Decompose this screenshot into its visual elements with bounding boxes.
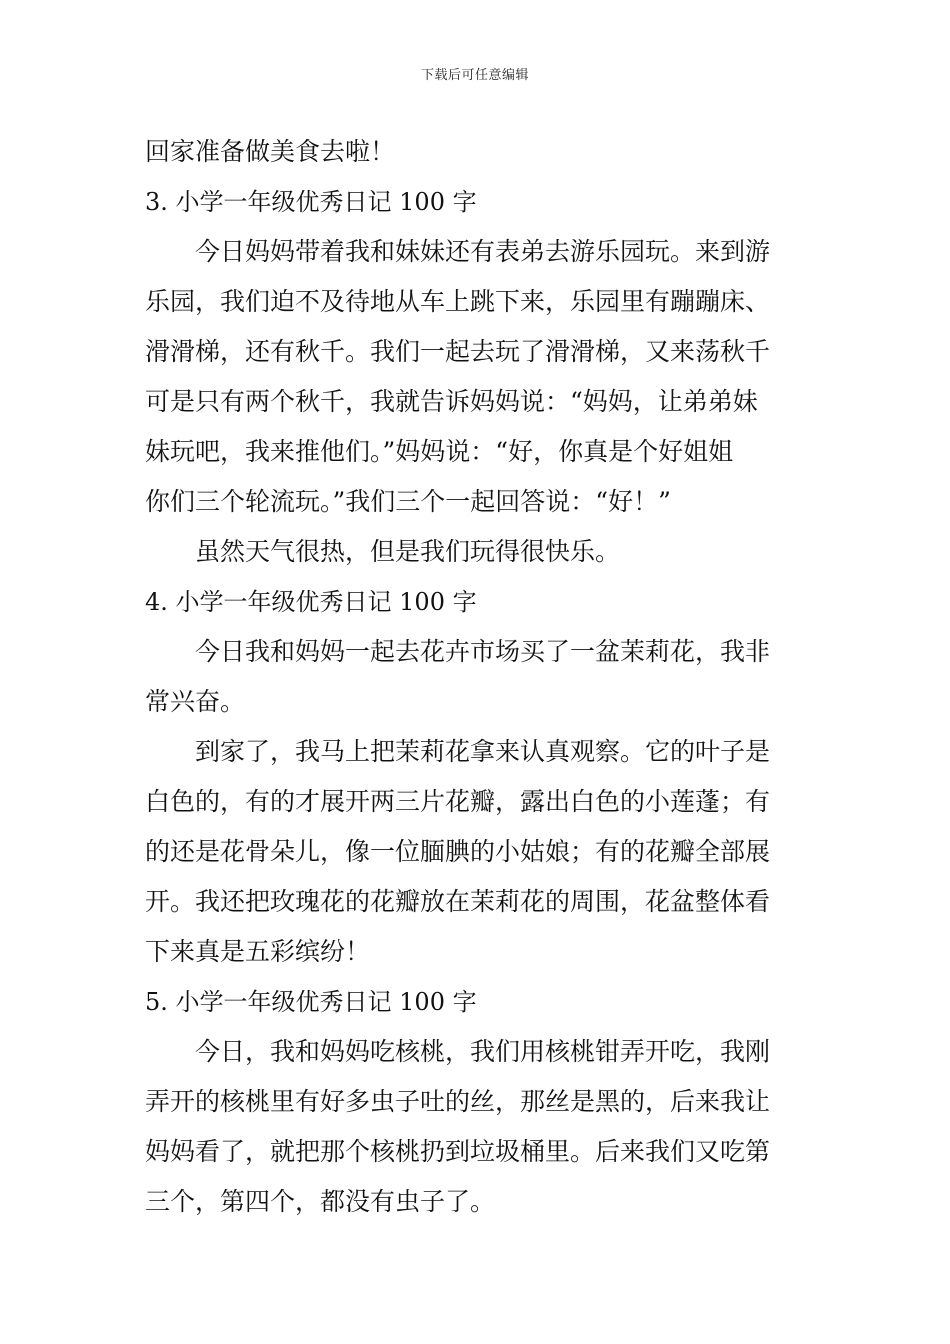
text-line: 今日我和妈妈一起去花卉市场买了一盆茉莉花，我非 (195, 637, 771, 666)
text-line: 乐园，我们迫不及待地从车上跳下来，乐园里有蹦蹦床、 (145, 287, 771, 316)
text-line: 白色的，有的才展开两三片花瓣，露出白色的小莲蓬；有 (145, 787, 771, 816)
document-body (145, 127, 810, 1227)
text-line: 虽然天气很热，但是我们玩得很快乐。 (195, 537, 621, 566)
text-line: 妹玩吧，我来推他们。”妈妈说：“好，你真是个好姐姐 (145, 437, 734, 466)
text-line: 滑滑梯，还有秋千。我们一起去玩了滑滑梯，又来荡秋千 (145, 337, 771, 366)
section-heading-3: 3. 小学一年级优秀日记 100 字 (145, 188, 477, 216)
section-heading-5: 5. 小学一年级优秀日记 100 字 (145, 988, 477, 1016)
text-line: 可是只有两个秋千，我就告诉妈妈说：“妈妈，让弟弟妹 (145, 387, 758, 416)
text-line: 三个，第四个，都没有虫子了。 (145, 1187, 496, 1216)
text-line: 今日妈妈带着我和妹妹还有表弟去游乐园玩。来到游 (195, 237, 771, 266)
text-line: 妈妈看了，就把那个核桃扔到垃圾桶里。后来我们又吃第 (145, 1137, 771, 1166)
text-line: 到家了，我马上把茉莉花拿来认真观察。它的叶子是 (195, 737, 771, 766)
text-line: 弄开的核桃里有好多虫子吐的丝，那丝是黑的，后来我让 (145, 1087, 771, 1116)
text-line: 今日，我和妈妈吃核桃，我们用核桃钳弄开吃，我刚 (195, 1037, 771, 1066)
section-heading-4: 4. 小学一年级优秀日记 100 字 (145, 588, 477, 616)
text-line: 回家准备做美食去啦！ (145, 137, 396, 166)
page-header: 下载后可任意编辑 (420, 68, 529, 83)
text-line: 开。我还把玫瑰花的花瓣放在茉莉花的周围，花盆整体看 (145, 887, 771, 916)
text-line: 你们三个轮流玩。”我们三个一起回答说：“好！” (145, 487, 671, 516)
text-line: 下来真是五彩缤纷！ (145, 937, 371, 966)
text-line: 的还是花骨朵儿，像一位腼腆的小姑娘；有的花瓣全部展 (145, 837, 771, 866)
text-line: 常兴奋。 (145, 687, 246, 716)
